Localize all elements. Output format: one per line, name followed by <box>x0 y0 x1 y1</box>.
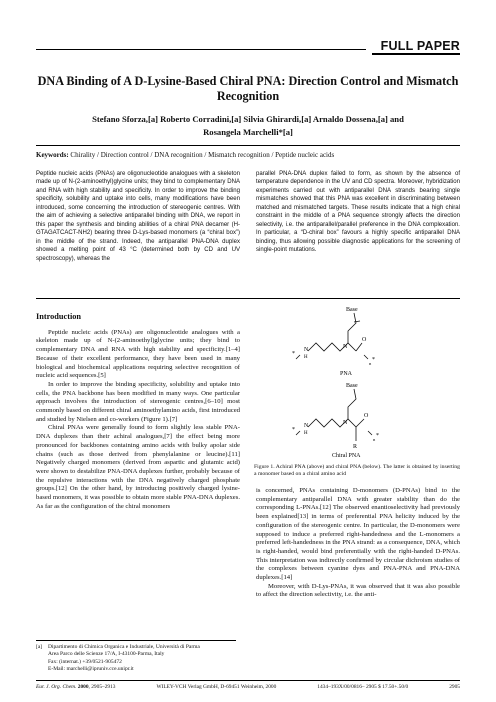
fig-o-label-1: O <box>362 337 367 343</box>
chiral-backbone <box>308 419 356 427</box>
paper-title: DNA Binding of A D-Lysine-Based Chiral PNA: Direction Control and Mismatch Recognition <box>37 74 459 103</box>
footnote-line-2: Area Parco delle Scienze 17/A, I-43100-Parma, Italy <box>48 651 165 658</box>
section-label: FULL PAPER <box>380 39 460 53</box>
author-line-1: Stefano Sforza,[a] Roberto Corradini,[a] Silvia Ghirardi,[a] Arnaldo Dossena,[a] and <box>92 114 404 124</box>
keywords-label: Keywords: <box>36 151 69 159</box>
fig-n-label-3: N <box>343 420 348 426</box>
fig-n-label-1: N <box>343 344 348 350</box>
footnote-line-1: Dipartimento di Chimica Organica e Industriale, Università di Parma <box>48 644 200 650</box>
pna-backbone <box>308 343 356 351</box>
intro-paragraph-3: Chiral PNAs were generally found to form slightly less stable PNA-DNA duplexes than their achiral analogues,[7] the effect being more pronounced for backbones containing amino acids with bulky apolar side chains (such as those derived from phenylalanine or leucine).[11] Negatively charged monomers (derived from aspartic and glutamic acid) were shown to destabilize PNA-DNA duplexes further, probably because of the repulsive interactions with the DNA negatively charged phosphate groups.[12] On the other hand, by introducing positively charged lysine-based monomers, it was possible to obtain more stable PNA-DNA duplexes. As far as the configuration of the chiral monomers <box>36 424 240 510</box>
footer-issn: 1434–193X/00/0816– 2905 $ 17.50+.50/0 <box>317 684 409 690</box>
fig-pna-label: PNA <box>340 371 353 377</box>
fig-star-4: * <box>376 433 379 439</box>
fig-n-sub-1: n <box>369 361 372 366</box>
keywords-top-rule <box>36 145 460 146</box>
footer-citation <box>36 684 115 690</box>
journal-pages: , 2905–2913 <box>88 684 116 690</box>
fig-r-label: R <box>353 444 358 450</box>
page-number: 2905 <box>449 684 460 690</box>
footer-rule <box>36 680 460 681</box>
right-paragraph-2: Moreover, with D-Lys-PNAs, it was observed that it was also possible to affect the direction selectivity, i.e. the anti- <box>256 582 460 599</box>
author-line-2: Rosangela Marchelli*[a] <box>203 127 293 137</box>
footnote-line-4: E-Mail: marchelli@ipruniv.cce.unipr.it <box>48 665 134 672</box>
page-footer <box>36 684 460 690</box>
right-paragraph-1: is concerned, PNAs containing D-monomers (D-PNAs) bind to the complementary antiparallel DNA with greater stability than do the corresponding L-PNAs.[12] The observed enantioselectivity had previously been explained[13] in terms of preferential PNA helicity induced by the configuration of the stereogenic centre. In particular, the D-monomers were supposed to induce a preferred right-handedness and the L-monomers a preferred left-handedness in the PNA strand: as a consequence, DNA, which is right-handed, would bind preferentially with the right-handed D-PNAs. This interpretation was indirectly confirmed by circular dichroism studies of the complexes between cyanine dyes and PNA-PNA and PNA-DNA duplexes.[14] <box>256 487 460 582</box>
fig-chiral-pna-label: Chiral PNA <box>332 453 361 459</box>
section-heading-introduction: Introduction <box>36 312 82 321</box>
footnote-rule <box>36 640 236 641</box>
fig-n-sub-2: n <box>373 437 376 442</box>
keywords <box>36 150 460 160</box>
fig-h-label-2: H <box>304 431 308 436</box>
journal-name: Eur. J. Org. Chem. <box>36 684 77 690</box>
fig-base-label-1: Base <box>346 307 358 313</box>
figure-1-caption: Figure 1. Achiral PNA (above) and chiral PNA (below). The latter is obtained by inserting a monomer based on a chiral amino acid <box>254 464 460 478</box>
fig-h-label-1: H <box>304 355 308 360</box>
intro-paragraph-1: Peptide nucleic acids (PNAs) are oligonucleotide analogues with a skeleton made up of N-(2-aminoethyl)glycine units; they bind to complementary DNA and RNA with high stability and specificity.[1–4] Because of their excellent performance, they have been used in many biological and biochemical applications requiring selective recognition of nucleic acid sequences.[5] <box>36 328 240 380</box>
fig-star-3: * <box>292 427 295 433</box>
abstract-right: parallel PNA-DNA duplex failed to form, as shown by the absence of temperature dependence in the UV and CD spectra. Moreover, hybridization experiments carried out with antiparallel DNA strands bearing single mismatches showed that this PNA was excellent in discriminating between matched and mismatched targets. These results indicate that a high chiral constraint in the middle of a PNA sequence strongly affects the direction selectivity, i.e. the antiparallel/parallel preference in the DNA complexation. In particular, a “D-chiral box” favours a highly specific antiparallel DNA binding, thus allowing possible diagnostic applications for the screening of single-point mutations. <box>256 171 460 254</box>
fig-n-label-2: N <box>304 347 309 353</box>
affiliation-footnote <box>36 644 242 673</box>
journal-year: 2000 <box>77 684 89 690</box>
fig-o-label-2: O <box>364 413 369 419</box>
abstract-left: Peptide nucleic acids (PNAs) are oligonucleotide analogues with a skeleton made up of N-(2-aminoethyl)glycine units; they bind to complementary DNA and RNA with high stability and specificity. In order to improve the binding specificity, solubility and uptake into cells, many modifications have been introduced, some concerning the introduction of stereogenic centres. With the aim of achieving a selective antiparallel binding with DNA, we report in this paper the synthesis and binding abilities of a chiral PNA decamer (H-GTAGATCACT-NH2) bearing three D-Lys-based monomers (a “chiral box”) in the middle of the strand. Indeed, the antiparallel PNA-DNA duplex showed a melting point of 43 °C (determined both by CD and UV spectroscopy), whereas the <box>36 171 240 262</box>
intro-paragraph-2: In order to improve the binding specificity, solubility and uptake into cells, the PNA backbone has been modified in many ways. One particular approach involves the introduction of stereogenic centres,[6–10] most commonly based on different chiral aminoethylamino acids, first introduced and studied by Nielsen and co-workers (Figure 1).[7] <box>36 380 240 423</box>
fig-base-label-2: Base <box>346 383 358 389</box>
footnote-label: [a] <box>36 644 43 650</box>
pna-side-arm <box>348 313 356 343</box>
fig-star-2: * <box>372 357 375 363</box>
footer-publisher: WILEY-VCH Verlag GmbH, D-69451 Weinheim, 2000 <box>156 684 277 690</box>
header-rule-thick <box>372 53 460 55</box>
header-rule <box>36 49 366 50</box>
author-list <box>36 113 460 139</box>
left-column <box>36 313 240 511</box>
chiral-side-arm <box>348 389 356 419</box>
fig-star-1: * <box>292 351 295 357</box>
footnote-line-3: Fax: (internat.) +39/0521-905472 <box>48 658 122 665</box>
right-column <box>256 487 460 600</box>
abstract-bottom-rule <box>36 298 460 299</box>
keywords-text: Chirality / Direction control / DNA recognition / Mismatch recognition / Peptide nucleic acids <box>70 151 335 159</box>
figure-1-structures <box>254 305 460 461</box>
fig-n-label-4: N <box>304 423 309 429</box>
